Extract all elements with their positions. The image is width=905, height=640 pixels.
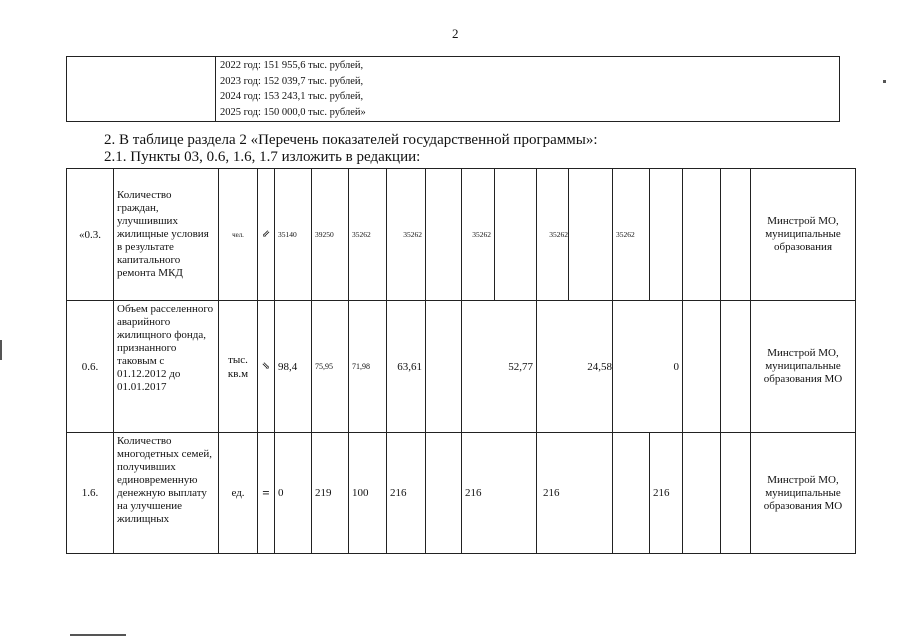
empty-cell <box>683 169 721 301</box>
value-cell: 71,98 <box>349 301 387 433</box>
table-row <box>67 169 856 301</box>
unit: ед. <box>219 433 258 554</box>
row-number: 1.6. <box>67 433 114 554</box>
value-cell: 35262 <box>462 169 495 301</box>
funding-line: 2025 год: 150 000,0 тыс. рублей» <box>220 106 366 118</box>
empty-cell <box>426 169 462 301</box>
value-cell: 216 <box>650 433 683 554</box>
empty-cell <box>683 433 721 554</box>
row-number: «0.3. <box>67 169 114 301</box>
funding-line: 2024 год: 153 243,1 тыс. рублей, <box>220 91 364 102</box>
unit: тыс. кв.м <box>219 301 258 433</box>
empty-cell <box>650 169 683 301</box>
value-cell: 100 <box>349 433 387 554</box>
empty-cell <box>721 169 751 301</box>
empty-cell <box>67 57 216 122</box>
indicator-name: Объем расселенного аварийного жилищного фонда, признанного таковым с 01.12.2012 до 01.01.2017 <box>114 301 219 433</box>
handwritten-mark: ⇘ <box>258 301 275 433</box>
row-number: 0.6. <box>67 301 114 433</box>
value-cell: 39250 <box>312 169 349 301</box>
footer-line <box>70 634 126 636</box>
value-cell: 75,95 <box>312 301 349 433</box>
empty-cell <box>426 301 462 433</box>
funding-line: 2022 год: 151 955,6 тыс. рублей, <box>220 60 364 71</box>
funding-line: 2023 год: 152 039,7 тыс. рублей, <box>220 75 364 87</box>
handwritten-mark: ⇙ <box>258 169 275 301</box>
empty-cell <box>495 169 537 301</box>
previous-table-fragment <box>66 56 840 122</box>
scan-mark <box>0 340 2 360</box>
indicators-table <box>66 168 856 554</box>
value-cell: 24,58 <box>537 301 613 433</box>
responsible: Минстрой МО, муниципальные образования МО <box>751 433 856 554</box>
value-cell: 216 <box>537 433 613 554</box>
value-cell: 35262 <box>537 169 569 301</box>
scan-dot <box>883 80 886 83</box>
empty-cell <box>569 169 613 301</box>
value-cell: 219 <box>312 433 349 554</box>
empty-cell <box>613 433 650 554</box>
paragraph-2: 2. В таблице раздела 2 «Перечень показателей государственной программы»: <box>104 132 598 148</box>
empty-cell <box>721 301 751 433</box>
value-cell: 35262 <box>387 169 426 301</box>
value-cell: 63,61 <box>387 301 426 433</box>
table-row <box>67 301 856 433</box>
value-cell: 35262 <box>613 169 650 301</box>
value-cell: 0 <box>613 301 683 433</box>
page-number: 2 <box>452 26 459 41</box>
empty-cell <box>721 433 751 554</box>
value-cell: 216 <box>462 433 537 554</box>
value-cell: 35262 <box>349 169 387 301</box>
empty-cell <box>426 433 462 554</box>
paragraph-2-1: 2.1. Пункты 03, 0.6, 1.6, 1.7 изложить в редакции: <box>104 149 421 165</box>
responsible: Минстрой МО, муниципальные образования МО <box>751 301 856 433</box>
value-cell: 0 <box>275 433 312 554</box>
empty-cell <box>683 301 721 433</box>
value-cell: 35140 <box>275 169 312 301</box>
handwritten-mark: = <box>258 433 275 554</box>
value-cell: 52,77 <box>462 301 537 433</box>
indicator-name: Количество многодетных семей, получивших единовременную денежную выплату на улучшение жилищных <box>114 433 219 554</box>
responsible: Минстрой МО, муниципальные образования <box>751 169 856 301</box>
value-cell: 216 <box>387 433 426 554</box>
indicator-name: Количество граждан, улучшивших жилищные условия в результате капитального ремонта МКД <box>114 169 219 301</box>
unit: чел. <box>219 169 258 301</box>
funding-cell <box>216 57 840 122</box>
table-row <box>67 433 856 554</box>
value-cell: 98,4 <box>275 301 312 433</box>
